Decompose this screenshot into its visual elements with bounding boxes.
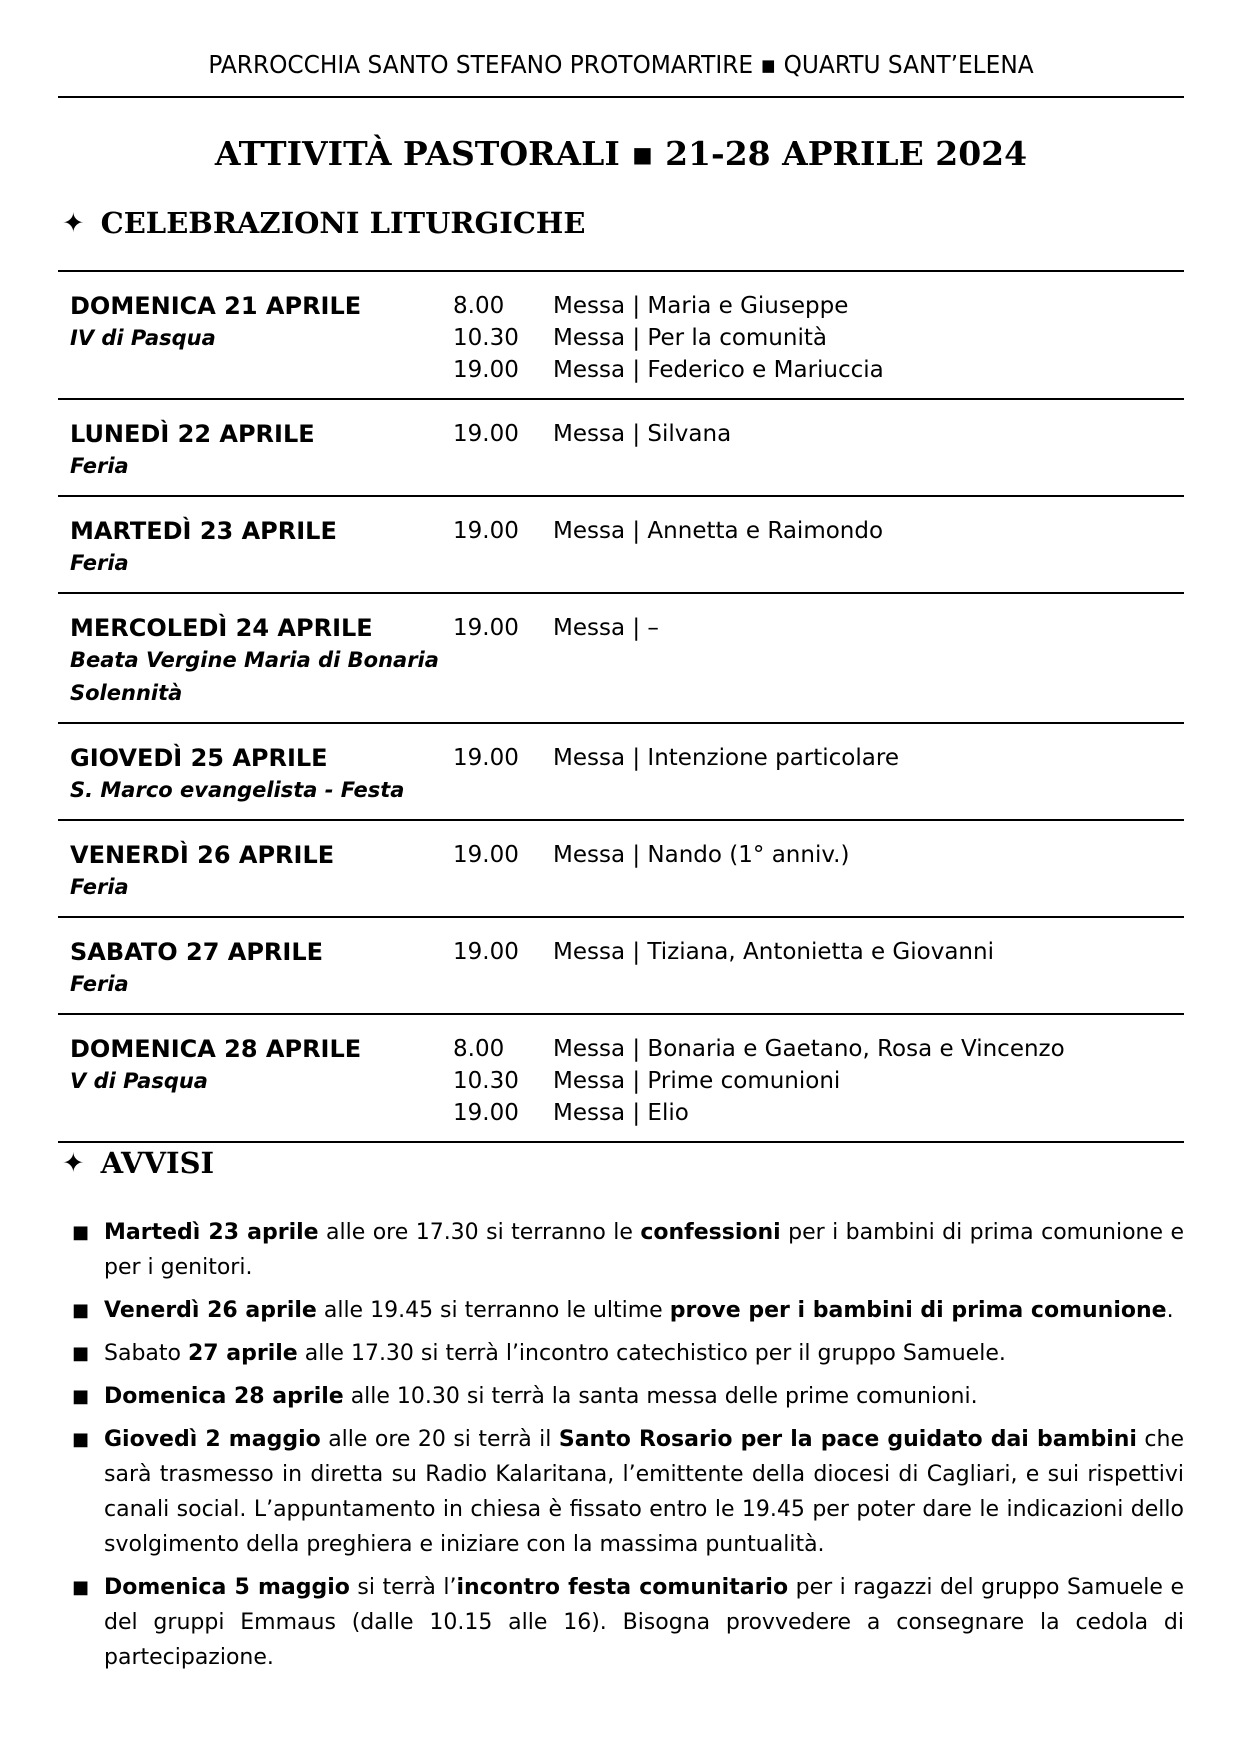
day-name: LUNEDÌ 22 APRILE [70,420,315,448]
mass-time: 19.00 [453,518,519,544]
mass-intention: Messa | Annetta e Raimondo [553,518,884,544]
notice-emphasis: incontro festa comunitario [456,1575,789,1600]
notice-emphasis: confessioni [640,1220,781,1245]
mass-time: 10.30 [453,325,519,351]
mass-time: 19.00 [453,357,519,383]
notice-fragment: si terrà l’ [349,1575,457,1600]
notice-item [72,1336,1184,1371]
mass-entry [453,1033,1184,1065]
mass-list [453,936,1184,1001]
mass-time: 19.00 [453,421,519,447]
mass-time: 19.00 [453,745,519,771]
section-notices-heading [62,1146,214,1180]
mass-time: 19.00 [453,842,519,868]
mass-intention: Messa | Tiziana, Antonietta e Giovanni [553,939,994,965]
mass-intention: Messa | Per la comunità [553,325,827,351]
notice-item [72,1570,1184,1675]
day-info [58,1033,453,1129]
notice-item [72,1379,1184,1414]
mass-list [453,1033,1184,1129]
notice-item [72,1293,1184,1328]
day-row [58,819,1184,916]
day-liturgical-note: S. Marco evangelista - Festa [70,778,405,802]
mass-list [453,612,1184,710]
square-bullet-icon: ■ [72,1429,90,1450]
mass-intention: Messa | Bonaria e Gaetano, Rosa e Vincenzo [553,1036,1065,1062]
notice-emphasis: Martedì 23 aprile [104,1220,319,1245]
mass-entry [453,742,1184,774]
notice-fragment: che sarà trasmesso in diretta su Radio Kalaritana, l’emittente della diocesi di Cagliari, e sui rispettivi canali social. L’appuntamento in chiesa è fissato entro le 19.45 per poter dare le indicazioni dello svolgimento della preghiera e iniziare con la massima puntualità. [104,1427,1184,1557]
day-name: SABATO 27 APRILE [70,938,324,966]
mass-entry [453,290,1184,322]
mass-time: 10.30 [453,1068,519,1094]
day-info [58,515,453,580]
mass-entry [453,515,1184,547]
notice-text [104,1379,1184,1414]
notice-fragment: alle ore 17.30 si terranno le [318,1220,641,1245]
day-row [58,722,1184,819]
day-row [58,270,1184,398]
mass-intention: Messa | Federico e Mariuccia [553,357,884,383]
day-info [58,742,453,807]
mass-entry [453,354,1184,386]
notice-emphasis: Santo Rosario per la pace guidato dai bambini [558,1427,1137,1452]
day-info [58,290,453,386]
notice-fragment: alle ore 20 si terrà il [320,1427,559,1452]
mass-entry [453,322,1184,354]
mass-entry [453,839,1184,871]
notice-text [104,1570,1184,1675]
mass-time: 8.00 [453,1036,505,1062]
notice-fragment: alle 17.30 si terrà l’incontro catechistico per il gruppo Samuele. [297,1341,1006,1366]
day-row [58,592,1184,722]
day-info [58,612,453,710]
notice-fragment: per i ragazzi del gruppo Samuele e del gruppi Emmaus (dalle 10.15 alle 16). Bisogna provvedere a consegnare la cedola di partecipazione. [104,1575,1184,1670]
day-row [58,916,1184,1013]
page-title: ATTIVITÀ PASTORALI ▪ 21-28 APRILE 2024 [214,134,1028,173]
day-liturgical-note: Feria [70,875,129,899]
day-liturgical-note: Feria [70,551,129,575]
day-name: VENERDÌ 26 APRILE [70,841,335,869]
notice-text [104,1422,1184,1562]
notice-emphasis: Giovedì 2 maggio [104,1427,321,1452]
mass-intention: Messa | – [553,615,659,641]
mass-entry [453,1065,1184,1097]
notice-fragment: alle 19.45 si terranno le ultime [316,1298,670,1323]
section-celebrations-heading [62,206,585,240]
section-notices-label: AVVISI [100,1146,215,1180]
notice-emphasis: Domenica 5 maggio [104,1575,350,1600]
day-info [58,936,453,1001]
square-bullet-icon: ■ [72,1577,90,1598]
mass-entry [453,936,1184,968]
day-info [58,839,453,904]
mass-time: 19.00 [453,615,519,641]
notice-fragment: per i bambini di prima comunione e per i genitori. [104,1220,1184,1280]
day-name: MERCOLEDÌ 24 APRILE [70,614,373,642]
notice-fragment: . [1166,1298,1174,1323]
mass-entry [453,1097,1184,1129]
day-name: GIOVEDÌ 25 APRILE [70,744,328,772]
mass-list [453,515,1184,580]
notice-emphasis: Venerdì 26 aprile [104,1298,317,1323]
day-name: MARTEDÌ 23 APRILE [70,517,337,545]
mass-intention: Messa | Maria e Giuseppe [553,293,849,319]
day-row [58,495,1184,592]
notice-item [72,1215,1184,1285]
day-liturgical-note: Beata Vergine Maria di Bonaria [70,648,439,672]
notice-text [104,1336,1184,1371]
square-bullet-icon: ■ [72,1300,90,1321]
mass-intention: Messa | Prime comunioni [553,1068,841,1094]
square-bullet-icon: ■ [72,1222,90,1243]
day-liturgical-note: Solennità [70,681,183,705]
notice-emphasis: 27 aprile [187,1341,298,1366]
day-liturgical-note: V di Pasqua [70,1069,208,1093]
mass-list [453,418,1184,483]
notice-item [72,1422,1184,1562]
four-pointed-star-icon: ✦ [62,1147,85,1179]
day-row [58,1013,1184,1143]
day-info [58,418,453,483]
notice-emphasis: Domenica 28 aprile [104,1384,344,1409]
mass-entry [453,418,1184,450]
mass-list [453,742,1184,807]
day-liturgical-note: Feria [70,454,129,478]
mass-intention: Messa | Elio [553,1100,689,1126]
square-bullet-icon: ■ [72,1386,90,1407]
notice-emphasis: prove per i bambini di prima comunione [669,1298,1167,1323]
day-row [58,398,1184,495]
parish-header: PARROCCHIA SANTO STEFANO PROTOMARTIRE ▪ QUARTU SANT’ELENA [208,50,1034,79]
mass-list [453,290,1184,386]
mass-intention: Messa | Silvana [553,421,732,447]
notice-fragment: alle 10.30 si terrà la santa messa delle prime comunioni. [343,1384,978,1409]
day-name: DOMENICA 28 APRILE [70,1035,362,1063]
square-bullet-icon: ■ [72,1343,90,1364]
mass-intention: Messa | Nando (1° anniv.) [553,842,850,868]
header-divider [58,96,1184,98]
mass-time: 19.00 [453,1100,519,1126]
mass-time: 19.00 [453,939,519,965]
notice-text [104,1293,1184,1328]
four-pointed-star-icon: ✦ [62,207,85,239]
mass-list [453,839,1184,904]
notice-text [104,1215,1184,1285]
celebrations-schedule [58,270,1184,1143]
day-liturgical-note: IV di Pasqua [70,326,216,350]
notices-list [72,1215,1184,1683]
section-celebrations-label: CELEBRAZIONI LITURGICHE [100,206,586,240]
notice-fragment: Sabato [104,1341,188,1366]
mass-intention: Messa | Intenzione particolare [553,745,899,771]
mass-entry [453,612,1184,644]
mass-time: 8.00 [453,293,505,319]
day-name: DOMENICA 21 APRILE [70,292,362,320]
day-liturgical-note: Feria [70,972,129,996]
